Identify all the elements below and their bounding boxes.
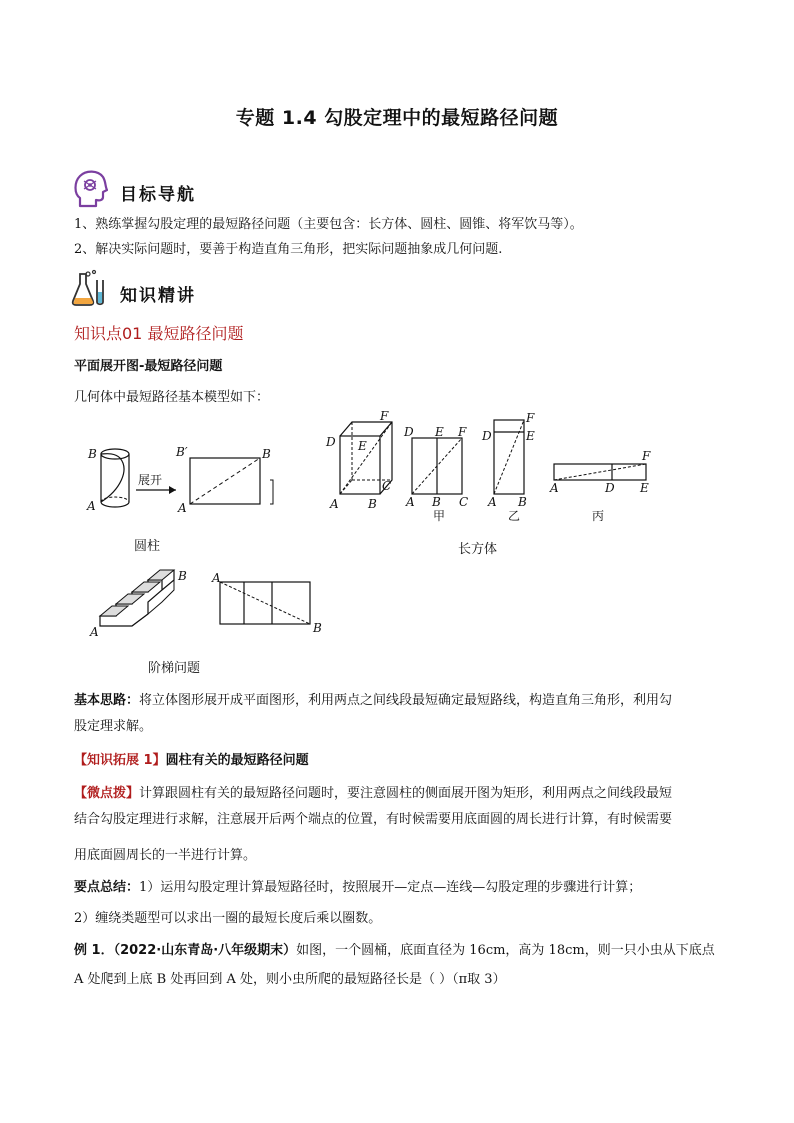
svg-text:F: F [642,449,651,463]
example-1-line2: A 处爬到上底 B 处再回到 A 处，则小虫所爬的最短路径长是（ ）（π取 3） [74,972,506,987]
label-B2: B [262,447,271,461]
label-A: A [87,499,96,513]
tip-line1: 【微点拨】计算跟圆柱有关的最短路径问题时，要注意圆柱的侧面展开图为矩形，利用两点之间线段最短 [74,786,673,801]
stairs-caption: 阶梯问题 [148,661,201,676]
cylinder-caption: 圆柱 [134,539,161,554]
svg-text:C: C [382,479,392,493]
stairs-figure [88,568,338,638]
svg-text:A: A [330,497,339,511]
svg-text:A: A [212,571,221,585]
svg-text:B: B [313,621,322,635]
svg-text:B: B [368,497,377,511]
tip-line3: 用底面圆周长的一半进行计算。 [74,848,257,863]
svg-text:E: E [435,425,444,439]
key-summary-line1: 要点总结：1）运用勾股定理计算最短路径时，按照展开—定点—连线—勾股定理的步骤进行计算； [74,880,642,895]
svg-text:F: F [526,411,535,425]
svg-text:B: B [432,495,441,509]
svg-text:A: A [550,481,559,495]
label-B-prime: B′ [176,445,188,459]
caption-jia: 甲 [433,509,446,523]
cuboid-caption: 长方体 [458,542,498,557]
cylinder-figure [80,440,290,520]
svg-text:D: D [605,481,615,495]
label-A2: A [178,501,187,515]
svg-text:D: D [482,429,492,443]
svg-text:E: E [640,481,649,495]
goal-item-1: 1、熟练掌握勾股定理的最短路径问题（主要包含：长方体、圆柱、圆锥、将军饮马等）。 [74,217,583,232]
section-heading-knowledge: 知识精讲 [120,286,196,306]
caption-bing: 丙 [592,509,605,523]
tip-line2: 结合勾股定理进行求解，注意展开后两个端点的位置，有时候需要用底面圆的周长进行计算，有时候需要 [74,812,673,827]
label-B: B [88,447,97,461]
basic-idea-line1: 基本思路：将立体图形展开成平面图形，利用两点之间线段最短确定最短路线，构造直角三角形，利用勾 [74,693,673,708]
section-heading-goals: 目标导航 [120,185,196,205]
intro-text: 几何体中最短路径基本模型如下： [74,390,270,405]
extension-1-heading: 【知识拓展 1】圆柱有关的最短路径问题 [74,753,309,768]
svg-text:F: F [380,410,389,423]
example-1-line1: 例 1．（2022·山东青岛·八年级期末）如图，一个圆桶，底面直径为 16cm，高为 18cm，则一只小虫从下底点 [74,943,715,958]
svg-text:A: A [90,625,99,638]
svg-text:B: B [178,569,187,583]
svg-text:D: D [326,435,336,449]
flask-icon [70,268,110,308]
svg-text:B: B [518,495,527,509]
svg-text:D: D [404,425,414,439]
goal-item-2: 2、解决实际问题时，要善于构造直角三角形，把实际问题抽象成几何问题. [74,242,503,257]
cuboid-figure [322,410,667,525]
svg-text:E: E [526,429,535,443]
svg-text:C: C [459,495,469,509]
brain-head-icon [72,168,108,208]
svg-text:E: E [358,439,367,453]
key-summary-line2: 2）缠绕类题型可以求出一圈的最短长度后乘以圈数。 [74,911,382,926]
svg-text:A: A [488,495,497,509]
knowledge-point-01: 知识点01 最短路径问题 [74,324,244,343]
basic-idea-line2: 股定理求解。 [74,719,153,734]
sub-heading: 平面展开图-最短路径问题 [74,359,223,374]
page-title: 专题 1.4 勾股定理中的最短路径问题 [235,107,559,129]
unfold-text: 展开 [138,473,163,487]
svg-text:A: A [406,495,415,509]
svg-text:F: F [458,425,467,439]
caption-yi: 乙 [508,509,521,523]
